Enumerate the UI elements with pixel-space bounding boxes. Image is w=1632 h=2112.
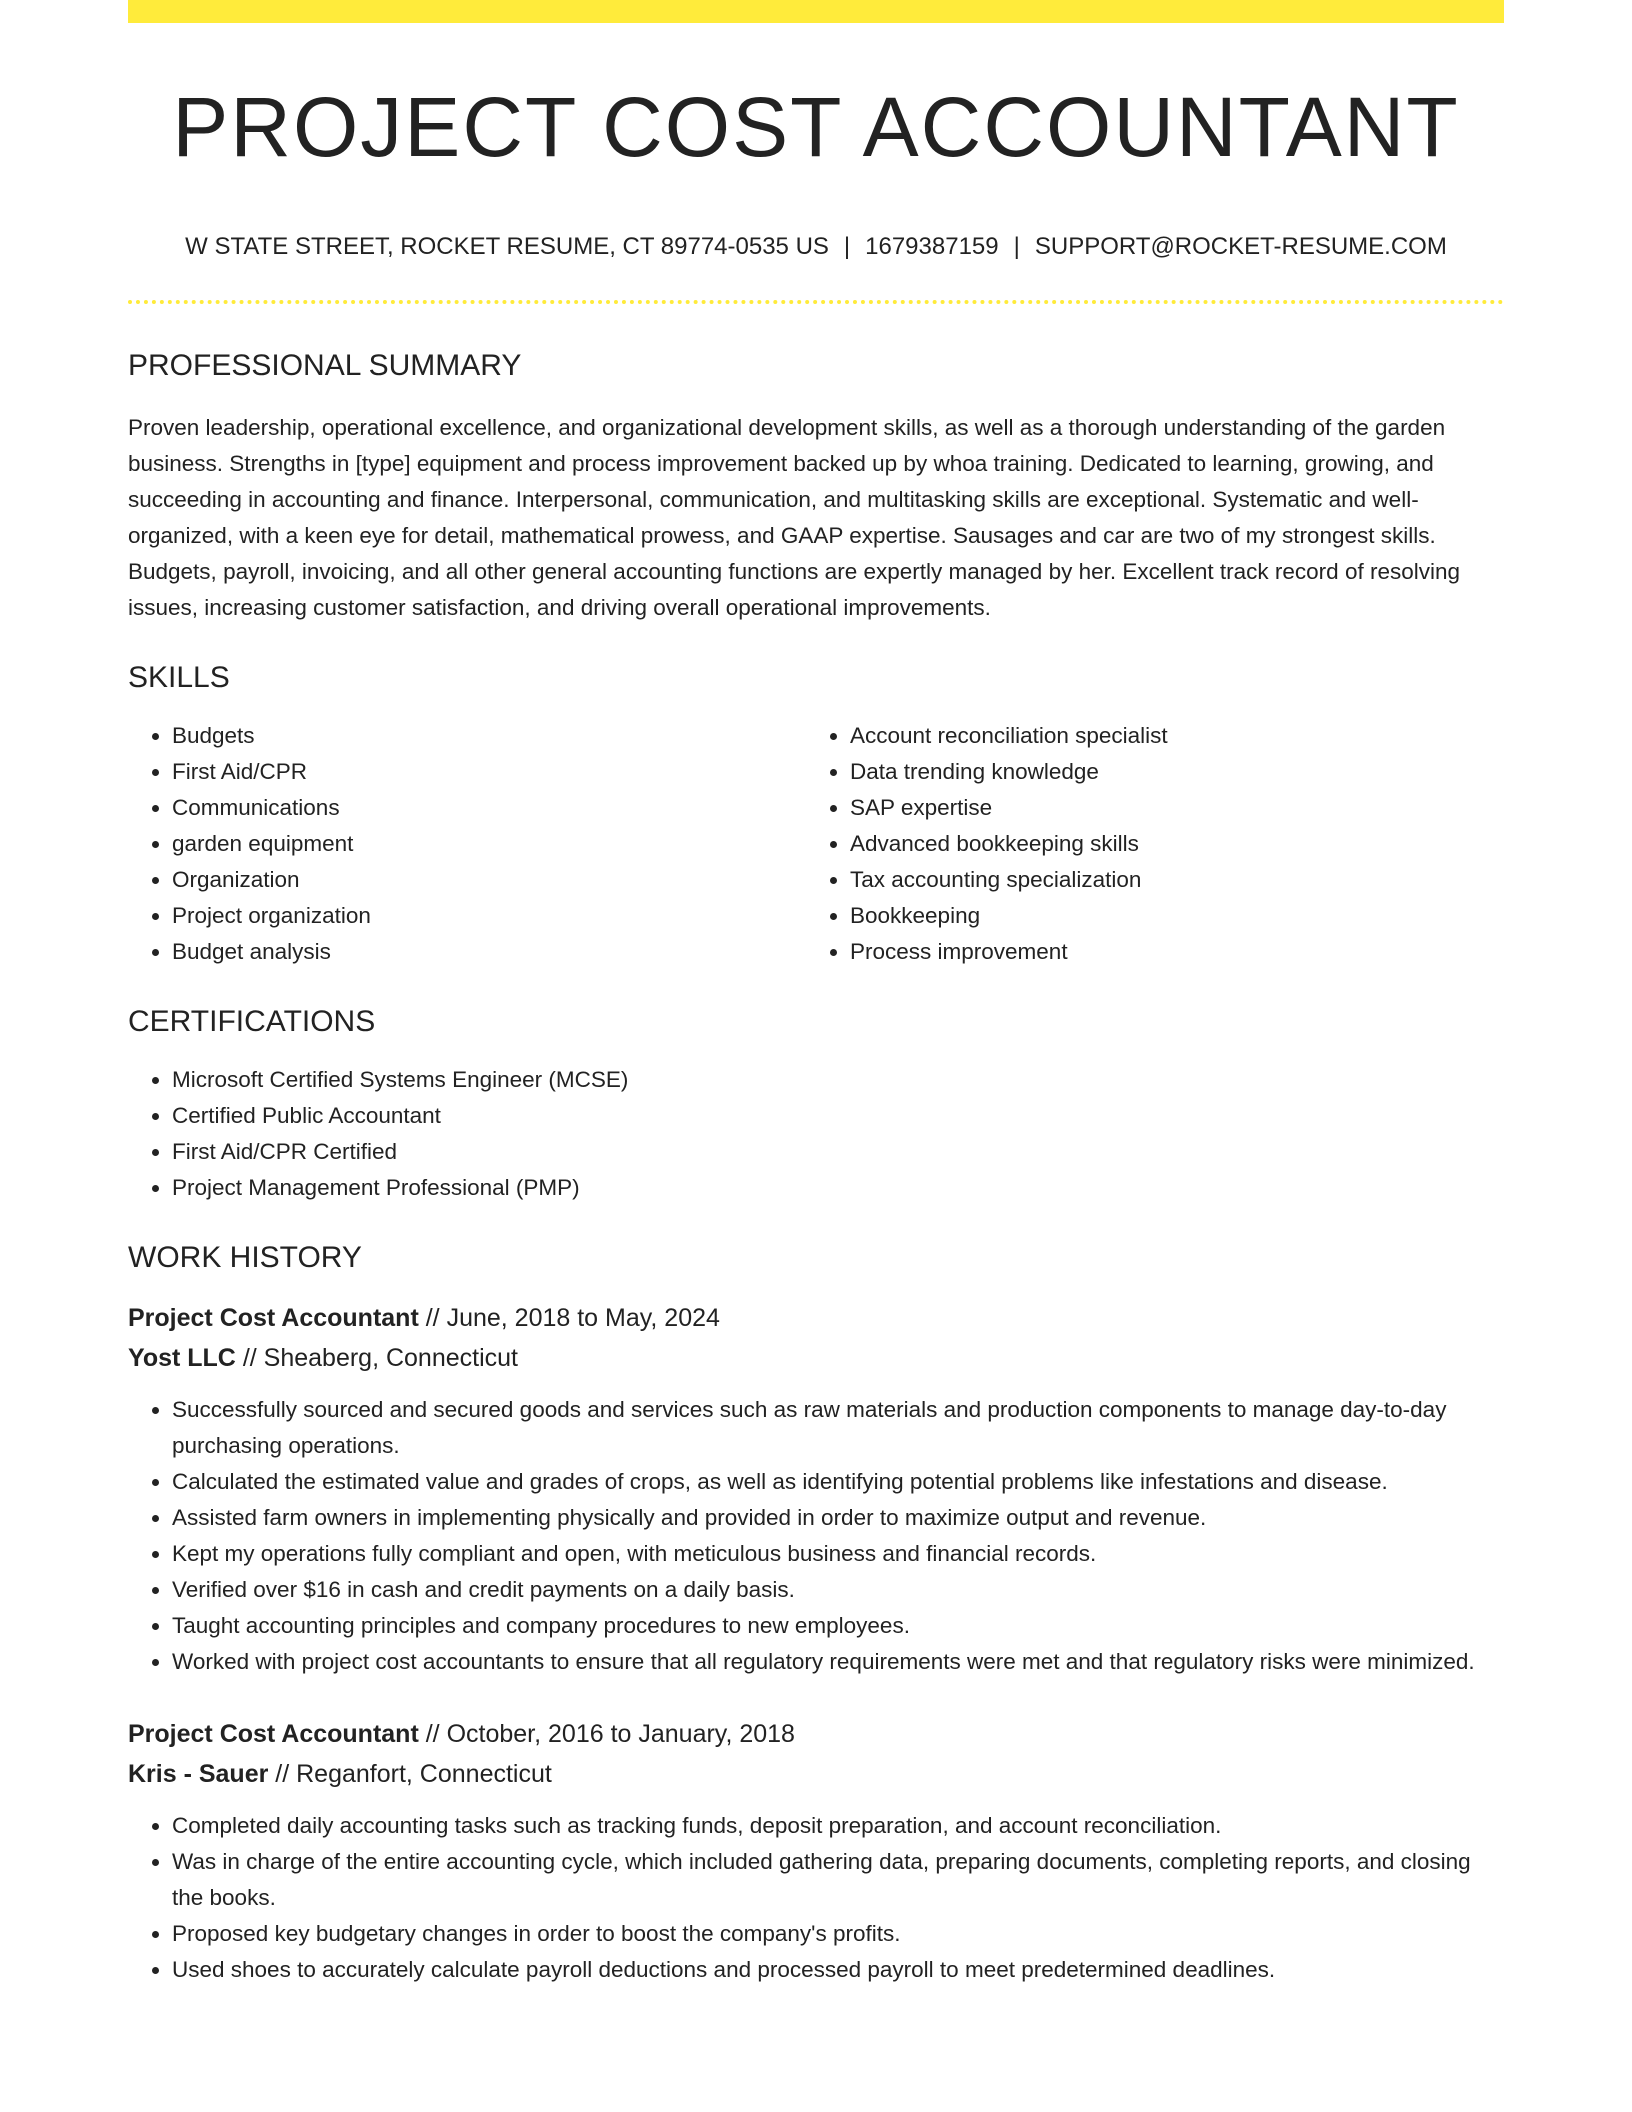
skill-item: • Budgets	[172, 718, 806, 754]
top-accent-bar	[128, 0, 1504, 23]
job-entry	[128, 1714, 1504, 1988]
job-bullet: • Was in charge of the entire accounting cycle, which included gathering data, preparing documents, completing reports, and closing the books.	[172, 1844, 1504, 1916]
job-bullet: • Proposed key budgetary changes in order to boost the company's profits.	[172, 1916, 1504, 1952]
work-history-heading: WORK HISTORY	[128, 1240, 362, 1274]
skills-column-left	[128, 718, 806, 970]
job-bullet: • Assisted farm owners in implementing physically and provided in order to maximize output and revenue.	[172, 1500, 1504, 1536]
job-entry	[128, 1298, 1504, 1680]
skill-item: • First Aid/CPR	[172, 754, 806, 790]
job-title: Project Cost Accountant	[128, 1719, 419, 1748]
job-bullets	[128, 1808, 1504, 1988]
skill-item: • garden equipment	[172, 826, 806, 862]
certifications-heading: CERTIFICATIONS	[128, 1004, 376, 1038]
skill-item: • Advanced bookkeeping skills	[850, 826, 1484, 862]
company-name: Yost LLC	[128, 1343, 236, 1372]
job-bullet: • Completed daily accounting tasks such as tracking funds, deposit preparation, and account reconciliation.	[172, 1808, 1504, 1844]
job-bullet: • Successfully sourced and secured goods and services such as raw materials and production components to manage day-to-day purchasing operations.	[172, 1392, 1504, 1464]
certifications-section	[128, 1004, 1504, 1206]
resume-title: PROJECT COST ACCOUNTANT	[172, 80, 1460, 174]
skill-item: • Process improvement	[850, 934, 1484, 970]
contact-separator: |	[843, 233, 851, 260]
job-title-line	[128, 1298, 1504, 1338]
contact-email: SUPPORT@ROCKET-RESUME.COM	[1034, 233, 1447, 260]
job-title-line	[128, 1714, 1504, 1754]
job-dates: // June, 2018 to May, 2024	[418, 1303, 720, 1332]
job-title: Project Cost Accountant	[128, 1303, 419, 1332]
company-location: // Sheaberg, Connecticut	[235, 1343, 518, 1372]
skill-item: • Tax accounting specialization	[850, 862, 1484, 898]
resume-page	[128, 0, 1504, 1988]
contact-address: W STATE STREET, ROCKET RESUME, CT 89774-0535 US	[185, 233, 829, 260]
skills-heading: SKILLS	[128, 660, 230, 694]
certification-item: • First Aid/CPR Certified	[172, 1134, 1504, 1170]
skill-item: • Communications	[172, 790, 806, 826]
company-location: // Reganfort, Connecticut	[268, 1759, 552, 1788]
job-dates: // October, 2016 to January, 2018	[418, 1719, 795, 1748]
skill-item: • Account reconciliation specialist	[850, 718, 1484, 754]
skill-item: • Data trending knowledge	[850, 754, 1484, 790]
summary-text: Proven leadership, operational excellence, and organizational development skills, as well as a thorough understanding of the garden business. Strengths in [type] equipment and process improvement backed up by whoa training. Dedicated to learning, growing, and succeeding in accounting and finance. Interpersonal, communication, and multitasking skills are exceptional. Systematic and well-organized, with a keen eye for detail, mathematical prowess, and GAAP expertise. Sausages and car are two of my strongest skills. Budgets, payroll, invoicing, and all other general accounting functions are expertly managed by her. Excellent track record of resolving issues, increasing customer satisfaction, and driving overall operational improvements.	[128, 414, 1461, 620]
contact-line	[128, 233, 1504, 262]
certification-item: • Certified Public Accountant	[172, 1098, 1504, 1134]
job-bullet: • Used shoes to accurately calculate payroll deductions and processed payroll to meet predetermined deadlines.	[172, 1952, 1504, 1988]
skill-item: • Budget analysis	[172, 934, 806, 970]
job-bullet: • Verified over $16 in cash and credit payments on a daily basis.	[172, 1572, 1504, 1608]
summary-heading: PROFESSIONAL SUMMARY	[128, 348, 522, 382]
certification-item: • Microsoft Certified Systems Engineer (MCSE)	[172, 1062, 1504, 1098]
certifications-list	[128, 1062, 1504, 1206]
job-bullets	[128, 1392, 1504, 1680]
skills-section	[128, 660, 1504, 970]
contact-phone: 1679387159	[865, 233, 999, 260]
certification-item: • Project Management Professional (PMP)	[172, 1170, 1504, 1206]
company-line	[128, 1754, 1504, 1794]
company-name: Kris - Sauer	[128, 1759, 269, 1788]
skill-item: • Organization	[172, 862, 806, 898]
contact-separator: |	[1013, 233, 1020, 260]
company-line	[128, 1338, 1504, 1378]
skill-item: • SAP expertise	[850, 790, 1484, 826]
job-bullet: • Worked with project cost accountants to ensure that all regulatory requirements were met and that regulatory risks were minimized.	[172, 1644, 1504, 1680]
skills-grid	[128, 718, 1504, 970]
dotted-divider	[128, 300, 1504, 304]
work-history-section	[128, 1240, 1504, 1988]
skill-item: • Project organization	[172, 898, 806, 934]
job-bullet: • Kept my operations fully compliant and open, with meticulous business and financial records.	[172, 1536, 1504, 1572]
job-bullet: • Taught accounting principles and company procedures to new employees.	[172, 1608, 1504, 1644]
job-bullet: • Calculated the estimated value and grades of crops, as well as identifying potential problems like infestations and disease.	[172, 1464, 1504, 1500]
skills-column-right	[806, 718, 1484, 970]
skill-item: • Bookkeeping	[850, 898, 1484, 934]
